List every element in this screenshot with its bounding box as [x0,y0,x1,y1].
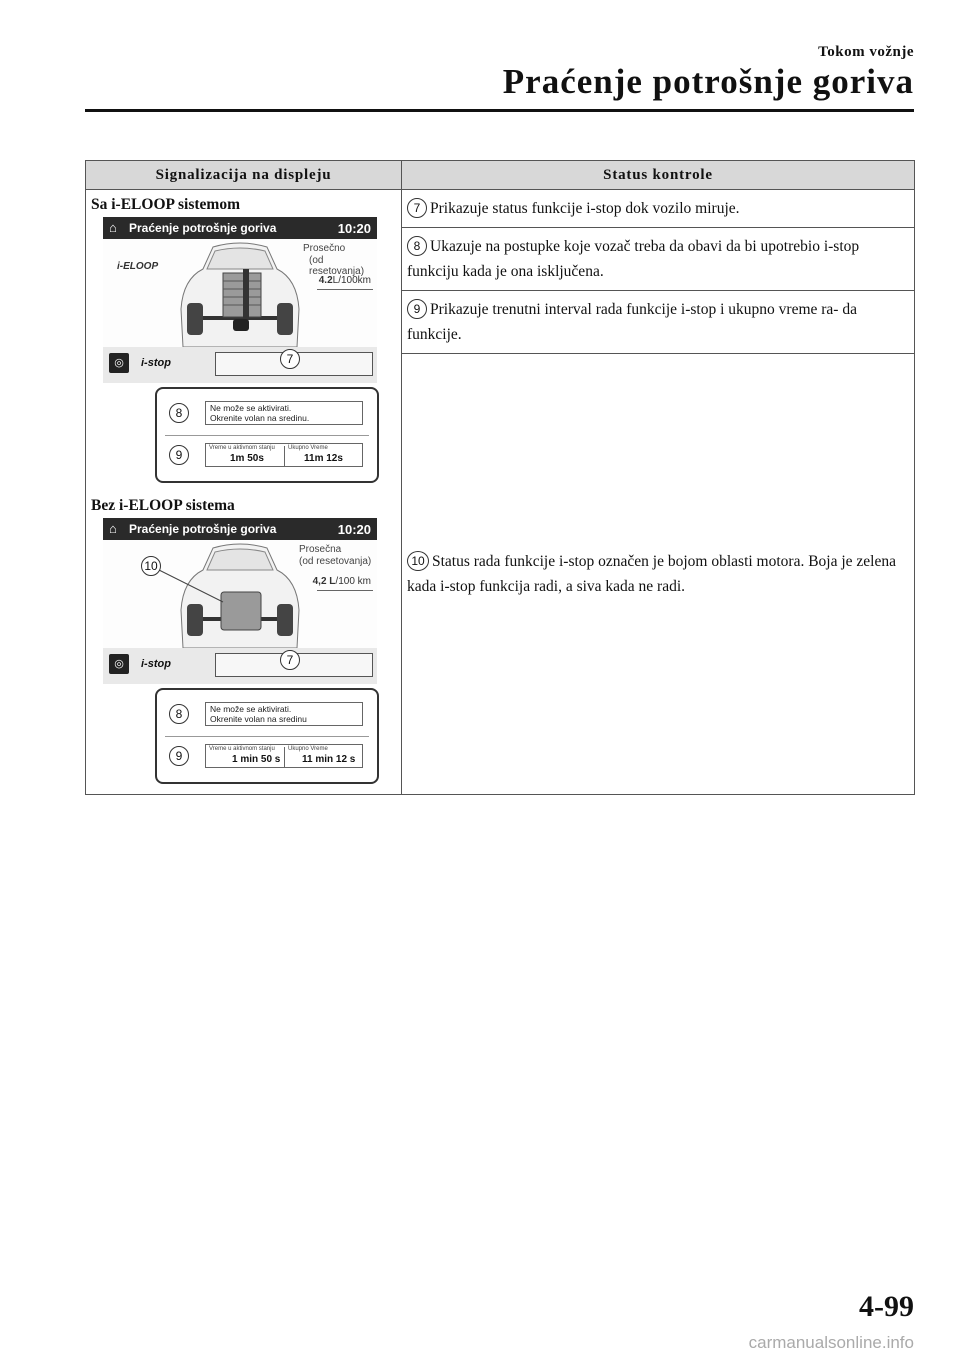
callout-divider [165,435,369,436]
marker-9: 9 [169,746,189,766]
home-icon: ⌂ [109,220,117,235]
display-car-area [103,239,377,347]
istop-message-box [205,401,363,425]
average-value [319,275,371,286]
active-time-label: Vreme u aktivnom stanju [209,746,275,752]
display-car-area [103,540,377,648]
active-time-label: Vreme u aktivnom stanju [209,445,275,451]
column-header-display: Signalizacija na displeju [86,161,402,190]
message-line-2: Okrenite volan na sredinu. [210,413,310,423]
istop-detail-callout [155,387,379,483]
page-title: Praćenje potrošnje goriva [502,62,914,101]
istop-label: i-stop [141,658,171,670]
message-line-2: Okrenite volan na sredinu [210,714,307,724]
page-number: 4-99 [859,1290,914,1323]
marker-9: 9 [407,299,427,319]
total-time-label: Ukupno Vreme [288,746,328,752]
istop-timer-box [205,443,363,467]
message-line-1: Ne može se aktivirati. [210,403,292,413]
table-row [86,190,915,228]
average-label: Prosečna [299,544,342,555]
average-value-unit: L/100km [332,275,371,286]
istop-label: i-stop [141,357,171,369]
status-description: Status rada funkcije i-stop označen je bojom oblasti motora. Boja je zelena kada i-stop funkcija radi, a siva kada ne radi. [407,553,896,595]
display-without-eloop [103,518,377,684]
istop-icon: ◎ [109,654,129,674]
timer-divider [284,747,285,767]
display-title: Praćenje potrošnje goriva [129,221,277,235]
istop-message-box [205,702,363,726]
column-header-status: Status kontrole [402,161,915,190]
average-value-unit: /100 km [335,576,371,587]
marker-8: 8 [407,236,427,256]
callout-divider [165,736,369,737]
marker-7: 7 [280,349,300,369]
marker-8: 8 [169,704,189,724]
istop-bar [103,347,377,383]
active-time-value: 1 min 50 s [232,754,281,765]
timer-divider [284,446,285,466]
status-text [402,228,914,290]
average-sub-label: (od resetovanja) [299,556,372,567]
marker-9: 9 [169,445,189,465]
table-header-row [86,161,915,190]
status-description: Ukazuje na postupke koje vozač treba da obavi da bi upotrebio i-stop funkciju kada je ona isključena. [407,238,860,280]
section-name: Tokom vožnje [818,44,914,60]
without-eloop-label: Bez i-ELOOP sistema [91,497,235,514]
istop-timer-box [205,744,363,768]
average-value [313,576,371,587]
display-title-bar [103,217,377,239]
status-cell [402,354,915,795]
marker-7: 7 [280,650,300,670]
marker-10: 10 [407,551,429,571]
marker-7: 7 [407,198,427,218]
status-text [402,543,914,605]
istop-detail-callout [155,688,379,784]
average-value-number: 4.2 [318,275,333,286]
status-cell [402,190,915,228]
marker-10: 10 [141,556,161,576]
average-underline [317,289,373,290]
display-clock: 10:20 [337,522,371,537]
marker-8: 8 [169,403,189,423]
istop-bar [103,648,377,684]
average-underline [317,590,373,591]
with-eloop-label: Sa i-ELOOP sistemom [91,196,240,213]
watermark: carmanualsonline.info [748,1333,914,1352]
total-time-value: 11m 12s [304,453,343,464]
message-line-1: Ne može se aktivirati. [210,704,292,714]
header-divider [85,109,914,112]
istop-icon: ◎ [109,353,129,373]
status-cell [402,291,915,354]
display-clock: 10:20 [337,221,371,236]
status-text [402,190,914,227]
display-illustrations-cell [86,190,402,795]
average-value-number: 4,2 L [312,576,336,587]
average-sub-label: (od resetovanja) [309,255,365,277]
home-icon: ⌂ [109,521,117,536]
average-label: Prosečno [303,243,346,254]
active-time-value: 1m 50s [230,453,264,464]
total-time-label: Ukupno Vreme [288,445,328,451]
status-text [402,291,914,353]
total-time-value: 11 min 12 s [302,754,356,765]
display-with-eloop [103,217,377,383]
status-description: Prikazuje status funkcije i-stop dok vozilo miruje. [430,200,740,217]
eloop-label: i-ELOOP [117,261,159,272]
display-title: Praćenje potrošnje goriva [129,522,277,536]
status-table [85,160,915,795]
status-description: Prikazuje trenutni interval rada funkcije i-stop i ukupno vreme ra- da funkcije. [407,301,857,343]
display-title-bar [103,518,377,540]
status-cell [402,228,915,291]
